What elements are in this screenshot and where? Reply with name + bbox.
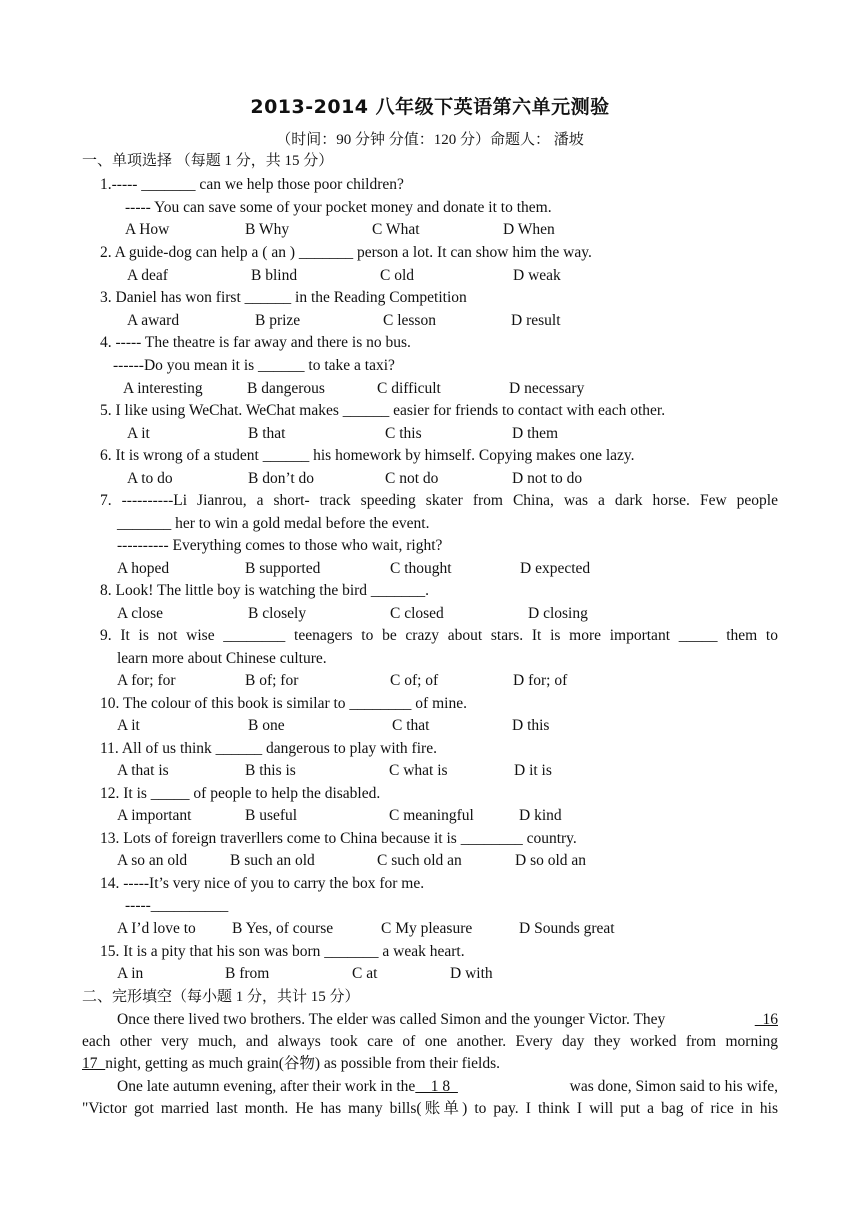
option-a: A I’d love to [117,920,196,937]
option-c: C thought [390,560,452,577]
option-b: B dangerous [247,380,325,397]
option-d: D necessary [509,380,585,397]
question-stem: 8. Look! The little boy is watching the bird _______. [100,582,430,599]
option-b: B prize [255,312,301,329]
option-b: B this is [245,762,296,779]
option-c: C such old an [377,852,462,869]
option-a: A deaf [127,267,168,284]
question-stem: ------Do you mean it is ______ to take a taxi? [113,357,395,374]
option-c: C meaningful [389,807,474,824]
question-stem: 4. ----- The theatre is far away and there is no bus. [100,334,411,351]
cloze-line [82,1054,500,1074]
cloze-blank-16: 16 [754,1011,778,1028]
question-stem: 9. It is not wise ________ teenagers to be crazy about stars. It is more important _____ them to [100,627,778,644]
option-d: D this [512,717,550,734]
option-d: D with [450,965,493,982]
option-c: C What [372,221,420,238]
question-stem: 2. A guide-dog can help a ( an ) _______ person a lot. It can show him the way. [100,244,592,261]
option-b: B Why [245,221,290,238]
option-c: C difficult [377,380,441,397]
cloze-line [117,1010,778,1030]
cloze-line: "Victor got married last month. He has many bills(账单) to pay. I think I will put a bag of rice in his [82,1100,778,1117]
question-stem: 7. ----------Li Jianrou, a short- track speeding skater from China, was a dark horse. Few people [100,492,778,509]
option-a: A it [127,425,150,442]
section-heading-cloze: 二、完形填空（每小题 1 分，共计 15 分） [82,989,360,1005]
option-d: D it is [514,762,552,779]
option-d: D closing [528,605,588,622]
option-b: B useful [245,807,298,824]
cloze-line [117,1077,778,1097]
option-d: D kind [519,807,562,824]
cloze-line: each other very much, and always took care of one another. Every day they worked from morning [82,1033,778,1050]
option-b: B supported [245,560,321,577]
question-stem: ---------- Everything comes to those who wait, right? [117,537,443,554]
question-stem: 1.----- _______ can we help those poor children? [100,176,404,193]
option-a: A that is [117,762,169,779]
question-stem: 11. All of us think ______ dangerous to play with fire. [100,740,437,757]
option-a: A important [117,807,192,824]
question-stem: 3. Daniel has won first ______ in the Reading Competition [100,289,467,306]
cloze-text: One late autumn evening, after their work in the [117,1078,416,1095]
cloze-text: Once there lived two brothers. The elder was called Simon and the younger Victor. They [117,1011,666,1028]
option-d: D weak [513,267,561,284]
option-d: D result [511,312,561,329]
option-d: D expected [520,560,591,577]
option-d: D for; of [513,672,568,689]
option-d: D When [503,221,555,238]
option-b: B that [248,425,286,442]
option-c: C what is [389,762,448,779]
cloze-text-group [117,1077,458,1097]
option-a: A close [117,605,164,622]
option-d: D so old an [515,852,587,869]
section-heading-multiple-choice: 一、单项选择 （每题 1 分，共 15 分） [82,153,334,169]
option-b: B Yes, of course [232,920,334,937]
question-stem: 5. I like using WeChat. WeChat makes ______ easier for friends to contact with each other. [100,402,666,419]
option-c: C that [392,717,430,734]
option-c: C not do [385,470,439,487]
option-b: B from [225,965,270,982]
option-b: B closely [248,605,307,622]
option-c: C old [380,267,415,284]
question-stem: 13. Lots of foreign traverllers come to China because it is ________ country. [100,830,577,847]
option-b: B one [248,717,285,734]
option-a: A award [127,312,180,329]
question-stem: 10. The colour of this book is similar to ________ of mine. [100,695,467,712]
option-a: A hoped [117,560,170,577]
option-a: A it [117,717,140,734]
question-stem: _______ her to win a gold medal before the event. [117,515,430,532]
option-a: A interesting [123,380,203,397]
option-c: C lesson [383,312,436,329]
question-stem: 14. -----It’s very nice of you to carry the box for me. [100,875,425,892]
question-stem: -----__________ [125,897,229,914]
option-c: C My pleasure [381,920,473,937]
option-a: A for; for [117,672,176,689]
option-a: A so an old [117,852,188,869]
option-a: A to do [127,470,173,487]
option-d: D not to do [512,470,583,487]
option-b: B such an old [230,852,315,869]
option-b: B of; for [245,672,299,689]
question-stem: ----- You can save some of your pocket money and donate it to them. [125,199,552,216]
option-b: B don’t do [248,470,315,487]
cloze-text: was done, Simon said to his wife, [569,1078,778,1095]
question-stem: 15. It is a pity that his son was born _______ a weak heart. [100,943,465,960]
cloze-blank-17: 17 [82,1055,106,1072]
page-subtitle: （时间：90 分钟 分值：120 分）命题人： 潘坡 [276,132,584,148]
cloze-text: night, getting as much grain(谷物) as possible from their fields. [105,1055,500,1072]
option-c: C of; of [390,672,439,689]
option-c: C at [352,965,378,982]
option-d: D Sounds great [519,920,615,937]
question-stem: 12. It is _____ of people to help the disabled. [100,785,381,802]
question-stem: learn more about Chinese culture. [117,650,327,667]
option-c: C closed [390,605,444,622]
question-stem: 6. It is wrong of a student ______ his homework by himself. Copying makes one lazy. [100,447,635,464]
cloze-blank-18: 1 8 [415,1078,458,1095]
option-b: B blind [251,267,298,284]
option-d: D them [512,425,559,442]
option-a: A How [125,221,170,238]
option-a: A in [117,965,144,982]
page-title: 2013-2014 八年级下英语第六单元测验 [250,96,610,118]
option-c: C this [385,425,422,442]
